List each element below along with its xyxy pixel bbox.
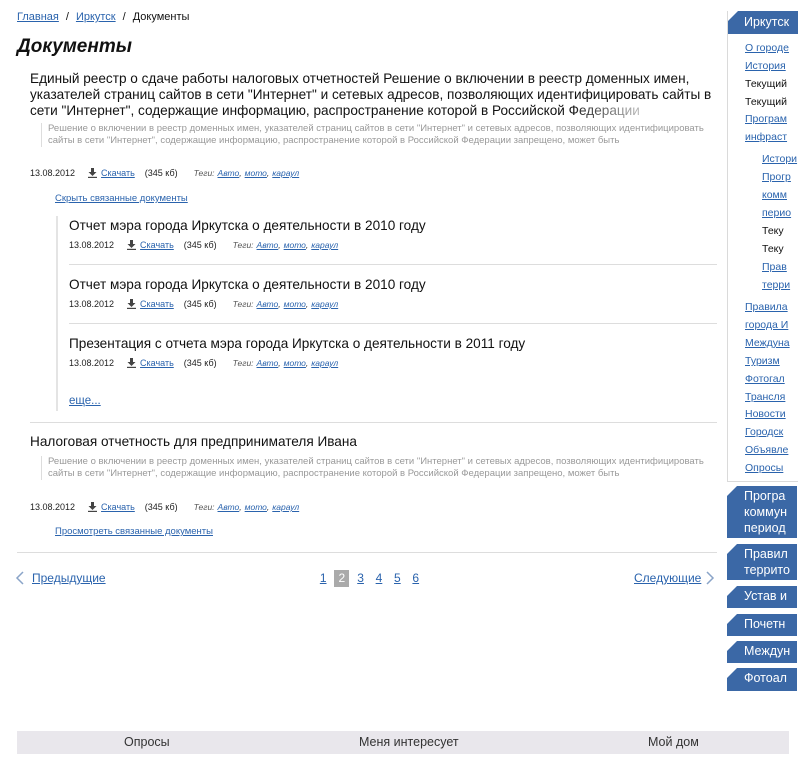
tags-label: Теги: (193, 502, 215, 512)
sidebar-block[interactable] (727, 586, 797, 608)
document-meta: 13.08.2012 Скачать (345 кб) Теги: Авто , мото , караул (30, 502, 300, 512)
sidebar-item: Текущий (745, 96, 787, 108)
divider (69, 264, 717, 265)
sidebar-link[interactable]: Междуна (745, 337, 790, 349)
corner-decoration (727, 641, 737, 651)
page-link[interactable]: 4 (375, 571, 383, 585)
sidebar-header-label: Иркутск (744, 15, 790, 29)
sidebar-block-line: Правил (744, 547, 788, 561)
document-title-fade: Федерации (568, 103, 640, 118)
tag-link[interactable]: мото (283, 358, 306, 368)
download-icon (88, 168, 97, 178)
document-title[interactable] (30, 71, 720, 119)
tag-link[interactable]: мото (283, 240, 306, 250)
sidebar-block[interactable] (727, 614, 797, 636)
document-meta: 13.08.2012 Скачать (345 кб) Теги: Авто , мото , караул (69, 299, 339, 309)
pager-prev[interactable] (15, 571, 106, 585)
breadcrumb-home-link[interactable]: Главная (17, 11, 59, 23)
page-current: 2 (334, 570, 349, 587)
related-document-title[interactable]: Презентация с отчета мэра города Иркутска о деятельности в 2011 году (69, 336, 526, 351)
sidebar-link[interactable]: Фотогал (745, 373, 785, 385)
sidebar-link[interactable]: Туризм (745, 355, 780, 367)
pager-prev-link[interactable]: Предыдущие (32, 571, 106, 585)
sidebar-link[interactable]: Опросы (745, 462, 784, 474)
download-icon (127, 240, 136, 250)
tags-label: Теги: (232, 299, 254, 309)
divider (69, 323, 717, 324)
download-link[interactable]: Скачать (101, 168, 135, 178)
sidebar-subitem: Теку (762, 225, 784, 237)
pager-pages (314, 570, 425, 587)
page-link[interactable]: 6 (412, 571, 420, 585)
document-meta: 13.08.2012 Скачать (345 кб) Теги: Авто , мото , караул (69, 358, 339, 368)
divider (30, 422, 717, 423)
tag-link[interactable]: мото (244, 502, 267, 512)
tag-link[interactable]: караул (311, 299, 339, 309)
sidebar-link[interactable]: История (745, 60, 786, 72)
pager-next-link[interactable]: Следующие (634, 571, 702, 585)
download-link[interactable]: Скачать (140, 299, 174, 309)
document-date: 13.08.2012 (30, 168, 76, 178)
file-size: (345 кб) (144, 502, 178, 512)
document-title[interactable]: Налоговая отчетность для предпринимателя Ивана (30, 434, 357, 449)
file-size: (345 кб) (183, 358, 217, 368)
corner-decoration (727, 586, 737, 596)
breadcrumb-current: Документы (132, 11, 190, 23)
download-link[interactable]: Скачать (140, 358, 174, 368)
download-icon (127, 358, 136, 368)
tag-link[interactable]: Авто (256, 240, 279, 250)
footer-link-interests[interactable]: Меня интересует (359, 735, 459, 749)
corner-decoration (727, 668, 737, 678)
page-link[interactable]: 3 (357, 571, 364, 585)
tag-link[interactable]: мото (244, 168, 267, 178)
document-date: 13.08.2012 (69, 299, 115, 309)
sidebar-link[interactable]: инфраст (745, 131, 788, 143)
sidebar-header[interactable] (728, 11, 798, 34)
more-link[interactable]: еще... (69, 395, 101, 407)
footer-link-polls[interactable]: Опросы (124, 735, 170, 749)
breadcrumb-separator: / (65, 11, 69, 23)
related-document-title[interactable]: Отчет мэра города Иркутска о деятельности в 2010 году (69, 277, 426, 292)
sidebar-subitem: Теку (762, 243, 784, 255)
footer-link-my-home[interactable]: Мой дом (648, 735, 699, 749)
page-link[interactable]: 5 (394, 571, 401, 585)
document-date: 13.08.2012 (69, 358, 115, 368)
sidebar-link[interactable]: Городск (745, 426, 784, 438)
breadcrumb-city-link[interactable]: Иркутск (75, 11, 116, 23)
download-link[interactable]: Скачать (101, 502, 135, 512)
hide-related-link[interactable]: Скрыть связанные документы (55, 193, 188, 204)
sidebar-link[interactable]: Трансля (745, 391, 786, 403)
sidebar-block[interactable] (727, 641, 797, 663)
sidebar-item: Текущий (745, 78, 787, 90)
tags-label: Теги: (232, 358, 254, 368)
sidebar-block-line: Фотоал (744, 671, 787, 685)
page-title: Документы (17, 36, 132, 57)
tag-link[interactable]: караул (272, 168, 300, 178)
sidebar-block-line: террито (744, 563, 790, 577)
corner-decoration (727, 544, 737, 554)
sidebar-block-line: Програ (744, 489, 786, 503)
file-size: (345 кб) (183, 299, 217, 309)
tag-link[interactable]: караул (311, 358, 339, 368)
view-related-link[interactable]: Просмотреть связанные документы (55, 526, 213, 537)
tag-link[interactable]: караул (272, 502, 300, 512)
tag-link[interactable]: Авто (256, 299, 279, 309)
sidebar-link[interactable]: Програм (745, 113, 787, 125)
sidebar-link[interactable]: Объявле (745, 444, 789, 456)
sidebar-block[interactable] (727, 544, 797, 580)
sidebar-link[interactable]: города И (745, 319, 789, 331)
footer-bar (17, 731, 789, 754)
tag-link[interactable]: Авто (256, 358, 279, 368)
sidebar (727, 11, 798, 482)
download-icon (88, 502, 97, 512)
document-meta: 13.08.2012 Скачать (345 кб) Теги: Авто , мото , караул (69, 240, 339, 250)
document-description: Решение о включении в реестр доменных имен, указателей страниц сайтов в сети "Интернет" и сетевых адресов, позволяющих идентифицировать сайты в сети "Интернет", содержащие информацию, распространение которой в Российской Федерации запрещено, может быть (41, 123, 708, 147)
chevron-right-icon (705, 571, 715, 585)
sidebar-sublink[interactable]: Прогр (762, 171, 791, 183)
page-link[interactable]: 1 (319, 571, 327, 585)
document-date: 13.08.2012 (69, 240, 115, 250)
breadcrumb-separator: / (122, 11, 126, 23)
file-size: (345 кб) (144, 168, 178, 178)
download-icon (127, 299, 136, 309)
sidebar-block-line: Устав и (744, 589, 787, 603)
document-description: Решение о включении в реестр доменных имен, указателей страниц сайтов в сети "Интернет" и сетевых адресов, позволяющих идентифицировать сайты в сети "Интернет", содержащие информацию, распространение которой в Российской Федерации запрещено, может быть (41, 456, 708, 480)
tag-link[interactable]: Авто (217, 502, 240, 512)
tag-link[interactable]: Авто (217, 168, 240, 178)
sidebar-block-line: Почетн (744, 617, 786, 631)
sidebar-block[interactable] (727, 486, 797, 538)
sidebar-sublink[interactable]: терри (762, 279, 791, 291)
file-size: (345 кб) (183, 240, 217, 250)
document-date: 13.08.2012 (30, 502, 76, 512)
tags-label: Теги: (232, 240, 254, 250)
sidebar-block-line: коммун (744, 505, 788, 519)
tags-label: Теги: (193, 168, 215, 178)
corner-decoration (727, 614, 737, 624)
document-title-text: Единый реестр о сдаче работы налоговых отчетностей Решение о включении в реестр доменных имен, указателей страниц сайтов в сети "Интернет" и сетевых адресов, позволяющих идентифицировать сайты в сети "Интернет", содержащие информацию, распространение которой в Российской Федерации (30, 71, 712, 118)
sidebar-link[interactable]: О городе (745, 42, 789, 54)
related-document-title[interactable]: Отчет мэра города Иркутска о деятельности в 2010 году (69, 218, 426, 233)
sidebar-link[interactable]: Новости (745, 408, 786, 420)
chevron-left-icon (15, 571, 25, 585)
sidebar-sublink[interactable]: Истори (762, 153, 798, 165)
corner-decoration (727, 486, 737, 496)
sidebar-sublink[interactable]: Прав (762, 261, 787, 273)
sidebar-block-line: Междун (744, 644, 791, 658)
sidebar-block[interactable] (727, 668, 797, 691)
tag-link[interactable]: мото (283, 299, 306, 309)
sidebar-sublink[interactable]: комм (762, 189, 787, 201)
pager-next[interactable] (634, 571, 715, 585)
corner-decoration (728, 11, 738, 21)
sidebar-block-line: период (744, 521, 786, 535)
download-link[interactable]: Скачать (140, 240, 174, 250)
tag-link[interactable]: караул (311, 240, 339, 250)
divider (17, 552, 717, 553)
breadcrumb (17, 11, 189, 23)
document-meta: 13.08.2012 Скачать (345 кб) Теги: Авто , мото , караул (30, 168, 300, 178)
sidebar-link[interactable]: Правила (745, 301, 788, 313)
sidebar-sublink[interactable]: перио (762, 207, 792, 219)
